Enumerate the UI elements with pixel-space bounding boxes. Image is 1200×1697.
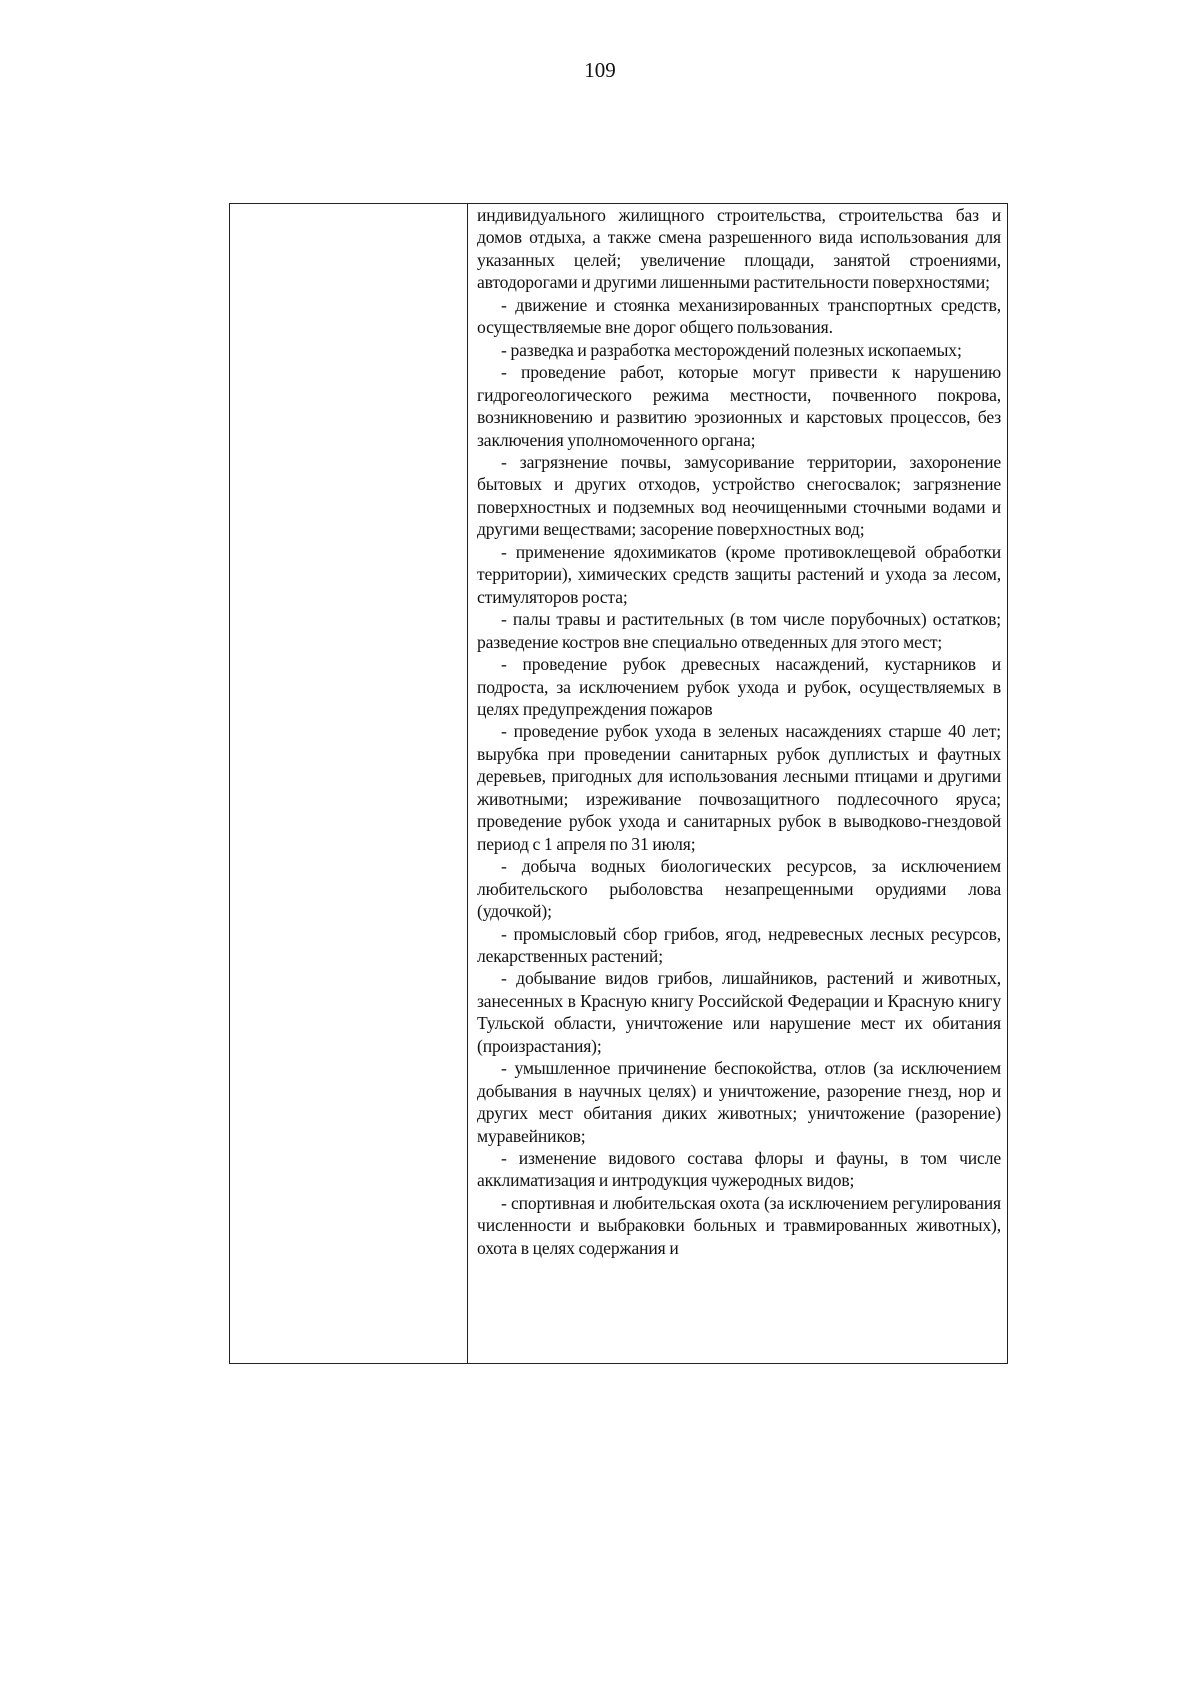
- paragraph: - умышленное причинение беспокойства, отлов (за исключением добывания в научных целях) и уничтожение, разорение гнезд, нор и других мест обитания диких животных; уничтожение (разорение) муравейников;: [477, 1058, 1001, 1146]
- document-table: [229, 203, 1008, 1364]
- restrictions-text: [468, 204, 1007, 1259]
- paragraph: - разведка и разработка месторождений полезных ископаемых;: [501, 339, 962, 360]
- paragraph: - добывание видов грибов, лишайников, растений и животных, занесенных в Красную книгу Российской Федерации и Красную книгу Тульской области, уничтожение или нарушение мест их обитания (произрастания);: [477, 968, 1001, 1056]
- paragraph: - палы травы и растительных (в том числе порубочных) остатков; разведение костров вне специально отведенных для этого мест;: [477, 609, 1001, 652]
- paragraph: - изменение видового состава флоры и фауны, в том числе акклиматизация и интродукция чужеродных видов;: [477, 1148, 1001, 1191]
- paragraph: - проведение работ, которые могут привести к нарушению гидрогеологического режима местности, почвенного покрова, возникновению и развитию эрозионных и карстовых процессов, без заключения уполномоченного органа;: [477, 362, 1001, 450]
- paragraph: - добыча водных биологических ресурсов, за исключением любительского рыболовства незапрещенными орудиями лова (удочкой);: [477, 856, 1001, 922]
- paragraph: - промысловый сбор грибов, ягод, недревесных лесных ресурсов, лекарственных растений;: [477, 923, 1001, 966]
- paragraph: - применение ядохимикатов (кроме противоклещевой обработки территории), химических средств защиты растений и ухода за лесом, стимуляторов роста;: [477, 541, 1001, 607]
- right-cell: [468, 204, 1008, 1364]
- paragraph: - спортивная и любительская охота (за исключением регулирования численности и выбраковки больных и травмированных животных), охота в целях содержания и: [477, 1192, 1001, 1258]
- left-cell: [230, 204, 468, 1364]
- paragraph: - загрязнение почвы, замусоривание территории, захоронение бытовых и других отходов, устройство снегосвалок; загрязнение поверхностных и подземных вод неочищенными сточными водами и другими веществами; засорение поверхностных вод;: [477, 451, 1001, 540]
- paragraph: - движение и стоянка механизированных транспортных средств, осуществляемые вне дорог общего пользования.: [477, 294, 1001, 338]
- paragraph: - проведение рубок ухода в зеленых насаждениях старше 40 лет; вырубка при проведении санитарных рубок дуплистых и фаутных деревьев, пригодных для использования лесными птицами и другими животными; изреживание почвозащитного подлесочного яруса; проведение рубок ухода и санитарных рубок в выводково-гнездовой период с 1 апреля по 31 июля;: [477, 721, 1001, 854]
- table-row: [230, 204, 1008, 1364]
- page-number: 109: [584, 58, 616, 82]
- paragraph: индивидуального жилищного строительства, строительства баз и домов отдыха, а также смена разрешенного вида использования для указанных целей; увеличение площади, занятой строениями, автодорогами и другими лишенными растительности поверхностями;: [477, 205, 1001, 293]
- paragraph: - проведение рубок древесных насаждений, кустарников и подроста, за исключением рубок ухода и рубок, осуществляемых в целях предупреждения пожаров: [477, 654, 1001, 719]
